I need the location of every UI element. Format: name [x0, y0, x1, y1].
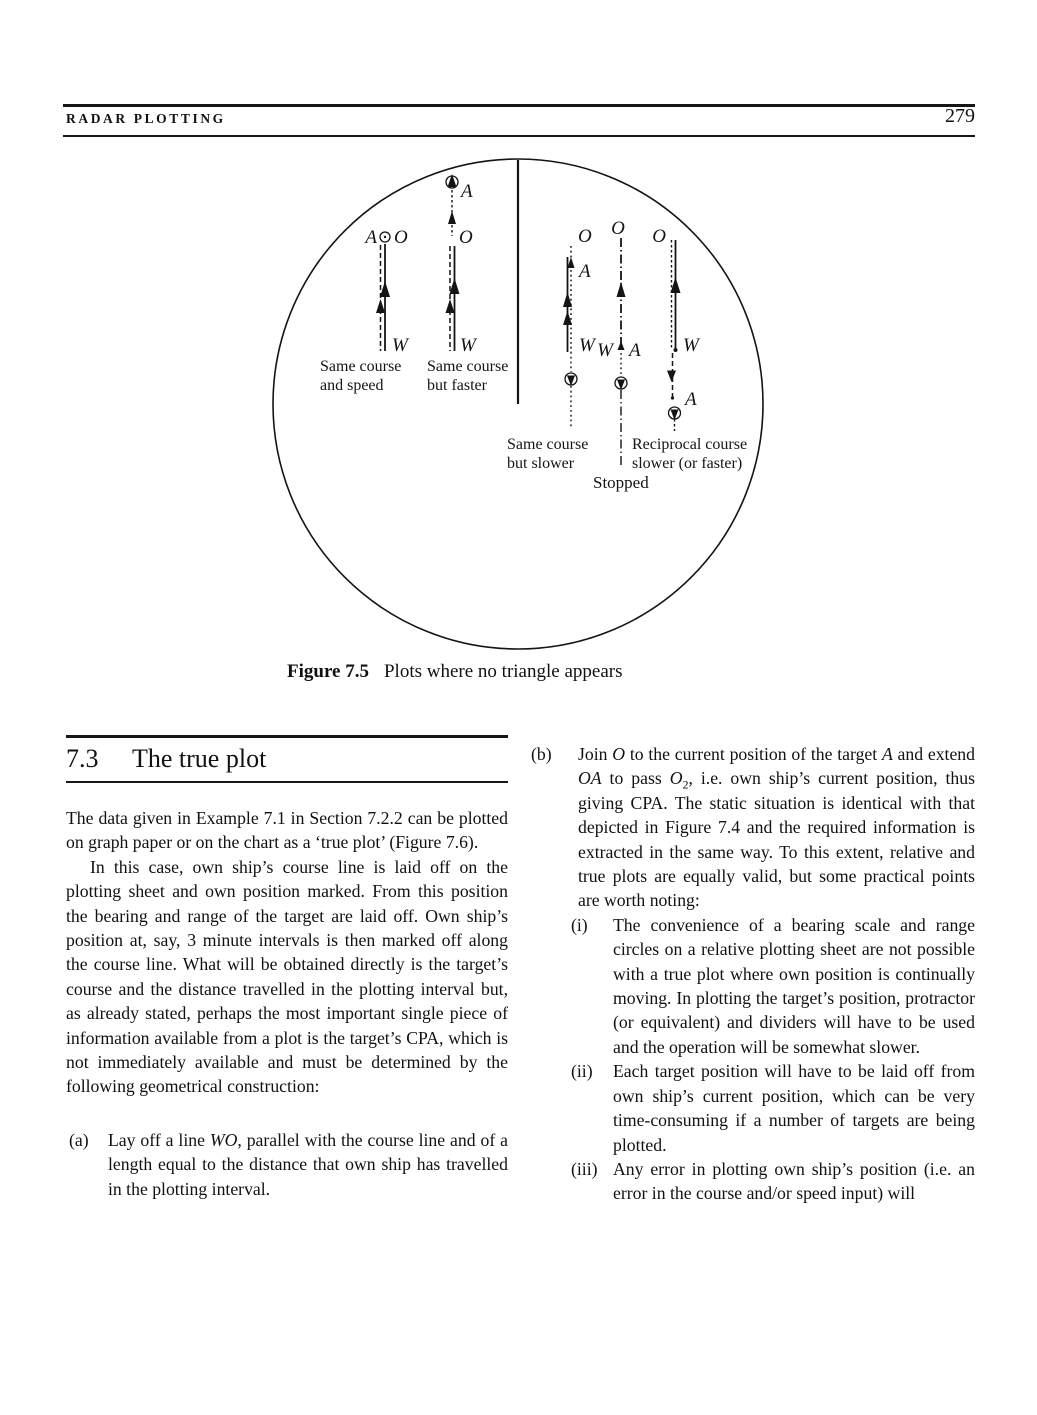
- list-item-ii: [531, 1059, 975, 1157]
- label-W: W: [392, 335, 408, 356]
- plot-caption-line1: Reciprocal course: [632, 436, 748, 453]
- list-item-text: Lay off a line WO, parallel with the course line and of a length equal to the distance that own ship has travelled in the plotting interval.: [108, 1129, 508, 1199]
- list-item-label: (b): [531, 744, 552, 764]
- list-item-label: (ii): [571, 1061, 593, 1082]
- plot-reciprocal-course: [632, 226, 747, 472]
- label-W: W: [460, 335, 476, 356]
- label-A: A: [685, 389, 697, 410]
- plot-caption-line2: but faster: [427, 377, 487, 394]
- plot-caption-line1: Same course: [320, 358, 402, 375]
- plot-same-course-but-slower: [507, 226, 597, 472]
- label-W: W: [579, 335, 595, 356]
- figure-caption: [287, 661, 622, 683]
- plot-caption-line1: Same course: [507, 436, 589, 453]
- arrowhead-up: [446, 299, 455, 313]
- list-item-iii: [531, 1157, 975, 1206]
- figure-7-5-diagram: [0, 0, 1037, 700]
- w-point-dot: [674, 348, 678, 352]
- label-A: A: [579, 261, 591, 282]
- arrowhead-down: [667, 371, 676, 383]
- section-heading: [66, 744, 508, 774]
- plot-caption-line2: slower (or faster): [632, 455, 743, 472]
- arrowhead-up-small: [568, 257, 575, 268]
- figure-caption-label: Figure 7.5: [287, 661, 369, 682]
- label-O: O: [459, 227, 473, 248]
- arrowhead-up: [380, 281, 390, 297]
- list-item-label: (iii): [571, 1158, 598, 1179]
- list-item-text: Any error in plotting own ship’s position (i.e. an error in the course and/or speed input) will: [613, 1158, 975, 1204]
- plot-caption-line2: but slower: [507, 455, 575, 472]
- section-title: The true plot: [132, 744, 267, 773]
- plot-caption: Stopped: [593, 473, 649, 492]
- arrowhead-up: [450, 278, 460, 294]
- list-item-label: (i): [571, 914, 588, 935]
- plot-same-course-and-speed: [320, 227, 410, 394]
- label-W: W: [683, 335, 699, 356]
- label-W: W: [597, 340, 613, 361]
- arrowhead-up: [376, 299, 385, 313]
- plot-caption-line2: and speed: [320, 377, 384, 394]
- right-column: [531, 742, 975, 1206]
- label-A: A: [461, 181, 473, 202]
- page-number: 279: [945, 105, 975, 127]
- label-A: A: [365, 227, 377, 248]
- list-item-i: [531, 913, 975, 1059]
- left-column: [66, 806, 508, 1201]
- label-O: O: [611, 218, 625, 239]
- section-rule-top: [66, 735, 508, 738]
- list-item-text: Join O to the current position of the target A and extend OA to pass $O_2$, i.e. own ship’s current position, thus giving CPA. The static situation is identical with that depicted in Figure 7.4 and the required information is extracted in the same way. To this extent, relative and true plots are equally valid, but some practical points are worth noting:: [578, 744, 976, 911]
- label-A: A: [629, 340, 641, 361]
- echo-up-arrow: [448, 174, 457, 187]
- arrowhead-up: [448, 211, 456, 224]
- list-item-text: Each target position will have to be laid off from own ship’s current position, which can be very time-consuming if a number of targets are being plotted.: [613, 1061, 975, 1155]
- label-O: O: [394, 227, 408, 248]
- section-number: 7.3: [66, 744, 99, 773]
- section-rule-bottom: [66, 781, 508, 783]
- paragraph: In this case, own ship’s course line is laid off on the plotting sheet and own position marked. From this position the bearing and range of the target are laid off. Own ship’s position at, say, 3 minute intervals is then marked off along the course line. What will be obtained directly is the target’s course and the distance travelled in the plotting interval but, as already stated, perhaps the most important single piece of information available from a plot is the target’s CPA, which is not immediately available and must be determined by the following geometrical construction:: [66, 856, 508, 1097]
- a-point-dot: [671, 396, 674, 399]
- arrowhead-up: [617, 282, 626, 297]
- plot-caption-line1: Same course: [427, 358, 509, 375]
- paragraph: The data given in Example 7.1 in Section 7.2.2 can be plotted on graph paper or on the chart as a ‘true plot’ (Figure 7.6).: [66, 808, 508, 853]
- target-echo-dot: [384, 236, 386, 238]
- arrowhead-up-small: [618, 341, 625, 350]
- label-O: O: [652, 226, 666, 247]
- running-title: RADAR PLOTTING: [66, 111, 226, 126]
- list-item-label: (a): [69, 1129, 89, 1150]
- list-item-a: [66, 1128, 508, 1201]
- list-item-b: [531, 742, 975, 913]
- label-O: O: [578, 226, 592, 247]
- plot-same-course-but-faster: [427, 174, 508, 394]
- figure-caption-text: Plots where no triangle appears: [383, 661, 623, 682]
- list-item-text: The convenience of a bearing scale and range circles on a relative plotting sheet are not possible with a true plot where own position is continually moving. In plotting the target’s position, protractor (or equivalent) and dividers will have to be used and the operation will be somewhat slower.: [613, 914, 975, 1057]
